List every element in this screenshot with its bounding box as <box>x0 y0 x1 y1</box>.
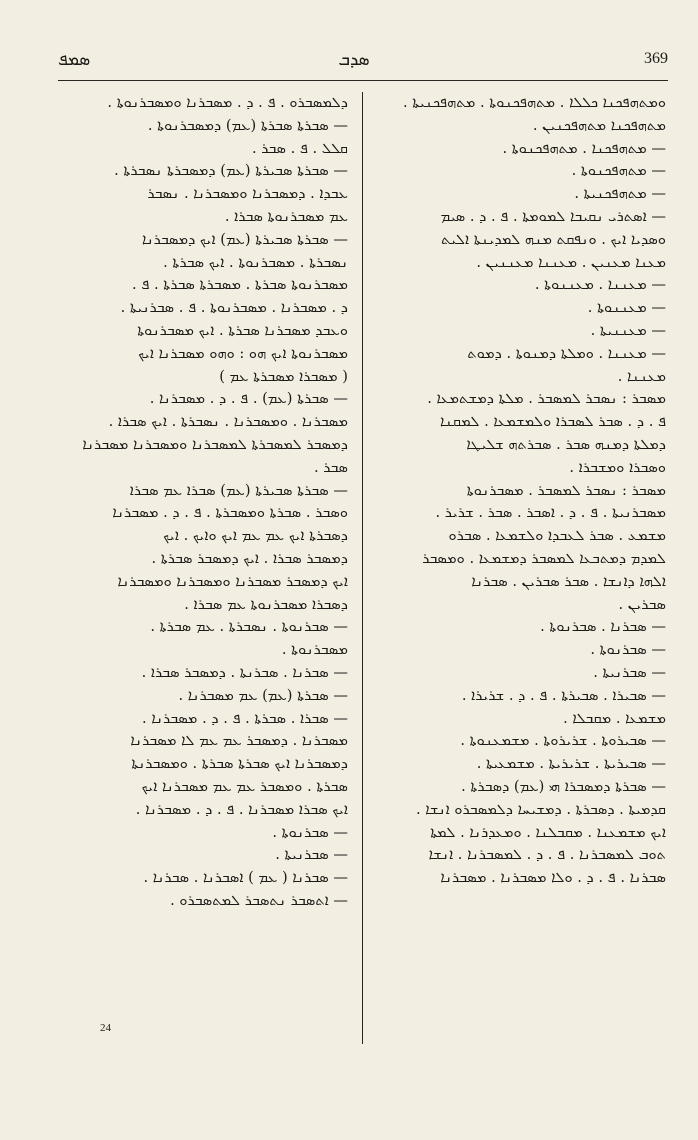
right-column-line: ܣܒܪܝܢ . <box>618 595 666 613</box>
left-column-line: ܕܡܣܒܪܢܐ ܐܝܟ ܣܒܪܬܐ ܣܒܪܬܐ . ܘܡܣܒܪܢܬܐ <box>131 755 348 773</box>
left-column-line: ܐܝܟ ܕܡܣܒܪ ܡܣܒܪܢܐ ܘܡܣܒܪܢܐ ܘܡܣܒܪܢܐ <box>117 572 348 590</box>
left-column-line: ܡܣܒܪܢܘܬܐ ܐܝܟ ܗܘ : ܘܗܘ ܡܣܒܪܢܐ ܐܝܟ <box>138 344 348 362</box>
left-column-line: ܣܒܪ . <box>314 458 348 476</box>
left-column-line: ܥܒܕܐ . ܕܡܣܒܪܢܐ ܘܡܣܒܪܢܐ . ܢܣܒܪ <box>147 185 348 203</box>
right-column-line: ܡܣܒܪ : ܢܣܒܪ ܠܡܣܒܪ . ܡܠܬܐ ܕܡܫܬܡܥܐ . <box>427 390 666 408</box>
right-column-line: ܡܫܡܥܐ . ܡܩܒܠܐ . <box>563 709 666 727</box>
right-column-line: — ܣܒܝܪܝܬܐ . ܫܪܝܪܝܬܐ . ܡܫܡܥܝܬܐ . <box>476 755 666 773</box>
right-column-line: ܘܣܒܪܐ ܘܡܫܒܪܐ . <box>569 458 666 476</box>
left-column-line: — ܣܒܪܬܐ (ܥܡ) . ܦ . ܕ . ܡܣܒܪܢܐ . <box>149 390 348 408</box>
right-column-line: — ܣܒܪܢܝܬܐ . <box>593 663 666 681</box>
running-head-left-word: ܣܡܦ <box>58 50 91 70</box>
left-column-line: ܐܝܟ ܣܒܪܐ ܡܣܒܪܢܐ . ܦ . ܕ . ܡܣܒܪܢܐ . <box>135 800 348 818</box>
left-column-line: — ܣܒܪܬܐ ܣܒܝܪܬܐ (ܥܡ) ܕܡܣܒܪܬܐ ܢܣܒܪܬܐ . <box>114 162 348 180</box>
column-divider <box>362 92 363 1044</box>
left-column-line: ܕ . ܡܣܒܪܢܐ . ܡܣܒܪܢܘܬܐ . ܦ . ܣܒܪܢܝܬܐ . <box>120 299 348 317</box>
page-number: 369 <box>644 50 668 67</box>
right-column-line: — ܣܒܝܪܘܬܐ . ܫܪܝܪܘܬܐ . ܡܫܡܥܢܘܬܐ . <box>460 732 666 750</box>
left-column-line: — ܐܬܣܒܪ ܢܬܣܒܪ ܠܡܬܣܒܪܘ . <box>170 891 348 909</box>
left-column-line: ܕܠܡܣܒܪܘ . ܦ . ܕ . ܡܣܒܪܢܐ ܘܡܣܒܪܢܘܬܐ . <box>107 94 348 111</box>
left-column-line: ܡܣܒܪܢܐ . ܕܡܣܒܪ ܥܡ ܥܡ ܠܐ ܡܣܒܪܢܐ <box>130 732 348 750</box>
left-column-line: — ܣܒܪܢܝܬܐ . <box>275 846 348 864</box>
left-column-line: — ܣܒܪܢܘܬܐ . ܢܣܒܪܬܐ . ܥܡ ܣܒܪܬܐ . <box>150 618 348 636</box>
right-column-line: — ܡܬܗܦܟܢܐ . ܡܬܗܦܟܢܘܬܐ . <box>502 139 666 157</box>
right-column <box>378 92 666 890</box>
left-column-line: ܡܣܒܪܢܘܬܐ ܣܒܪܬܐ . ܡܣܒܪܬܐ ܣܒܪܬܐ . ܦ . <box>132 276 348 294</box>
right-column-line: — ܡܬܗܦܟܢܘܬܐ . <box>571 162 666 180</box>
right-column-line: ܬܘܒ ܠܡܣܒܪܢܐ . ܦ . ܕ . ܠܡܣܒܪܢܐ . ܐܢܫܐ <box>428 846 666 864</box>
right-column-line: ܩܕܡܝܬܐ . ܕܣܒܪܬܐ . ܕܡܫܝܚܐ ܕܠܡܣܒܪܘ ܐܢܫܐ . <box>415 800 666 818</box>
left-column-line: — ܣܒܪܬܐ ܣܒܪܬܐ (ܥܡ) ܕܡܣܒܪܢܘܬܐ . <box>147 116 348 134</box>
signature-mark: 24 <box>100 1022 111 1034</box>
right-column-line: ܐܝܟ ܡܫܡܥܢܐ . ܡܩܒܠܢܐ . ܘܡܥܕܪܢܐ . ܠܡܬܐ <box>430 823 666 841</box>
right-column-line: — ܣܒܪܢܘܬܐ . <box>590 641 666 659</box>
left-column-line: — ܣܒܪܢܘܬܐ . <box>272 823 348 841</box>
left-column-line: ܡܣܒܪܢܐ . ܘܡܣܒܪܢܐ . ܢܣܒܪܬܐ . ܐܝܟ ܣܒܪܐ . <box>108 413 348 431</box>
right-column-line: — ܡܬܗܦܟܢܝܬܐ . <box>574 185 666 203</box>
right-column-line: ܕܡܠܬܐ ܕܡܢܗ ܣܒܪ . ܣܒܪܬܗ ܫܠܝܛܐ <box>466 435 666 453</box>
left-column-line: — ܣܒܪܢܐ ( ܥܡ ) ܐܣܒܪܢܐ . ܣܒܪܢܐ . <box>143 869 348 887</box>
left-column-line: — ܣܒܪܬܐ (ܥܡ) ܥܡ ܡܣܒܪܢܐ . <box>178 686 348 704</box>
left-column-line: — ܣܒܪܢܐ . ܣܒܪܢܬܐ . ܕܡܣܒܪ ܣܒܪܐ . <box>141 663 348 681</box>
left-column-line: — ܣܒܪܐ . ܣܒܪܬܐ . ܦ . ܕ . ܡܣܒܪܢܐ . <box>142 709 348 727</box>
left-column-line: ܕܡܣܒܪ ܣܒܪܐ . ܐܝܟ ܕܡܣܒܪ ܣܒܪܬܐ . <box>151 549 348 567</box>
right-column-line: — ܡܥܢܢܐ . ܡܥܢܢܘܬܐ . <box>534 276 666 294</box>
left-column-line: ܕܡܣܒܪ ܠܡܣܒܪܬܐ ܠܡܣܒܪܢܐ ܘܡܣܒܪܢܐ ܡܣܒܪܢܐ <box>82 435 348 453</box>
right-column-line: — ܡܥܢܢܐ . ܘܡܠܬܐ ܕܡܢܘܬܐ . ܕܡܘܬ <box>467 344 666 362</box>
right-column-line: ܦ . ܕ . ܣܒܪ ܠܣܒܪܐ ܘܠܡܫܡܥܐ . ܠܡܩܢܐ <box>439 413 666 431</box>
right-column-line: ܡܥܢܢܐ . <box>617 367 666 385</box>
right-column-line: ܠܡܕܡ ܕܡܬܒܥܐ ܠܡܣܒܪ ܕܡܫܡܥܐ . ܘܡܣܒܪ <box>422 549 666 567</box>
right-column-line: — ܣܒܝܪܐ . ܣܒܝܪܬܐ . ܦ . ܕ . ܫܪܝܪܐ . <box>461 686 666 704</box>
left-column <box>60 92 348 913</box>
right-column-line: — ܣܒܪܬܐ ܕܡܣܒܪܐ ܗܝ (ܥܡ) ܕܣܒܪܬܐ . <box>461 777 666 795</box>
header-rule <box>58 80 668 81</box>
left-column-line: ܩܠܠ . ܦ . ܣܒܪ . <box>251 139 348 157</box>
right-column-line: ܡܣܒܪ : ܢܣܒܪ ܠܡܣܒܪ . ܡܣܒܪܢܘܬܐ <box>466 481 666 499</box>
left-column-line: — ܣܒܪܬܐ ܣܒܝܪܬܐ (ܥܡ) ܣܒܪܐ ܥܡ ܣܒܪܐ <box>129 481 348 499</box>
right-column-line: ܘܣܕܝܐ ܐܝܟ . ܘܢܦܩܬ ܡܢܗ ܠܡܕܝܢܬܐ ܐܠܝܬ <box>441 230 666 248</box>
right-column-line: ܡܫܡܥ . ܣܒܪ ܠܥܒܕܐ ܘܠܫܡܥܐ . ܣܒܪܘ <box>448 527 666 545</box>
left-column-line: ܕܣܒܪܬܐ ܐܝܟ ܥܡ ܥܡ ܐܝܟ ܘܐܝܟ . ܐܝܟ <box>163 527 348 545</box>
running-head <box>40 40 668 76</box>
left-column-line: ܥܡ ܡܣܒܪܢܘܬܐ ܣܒܪܐ . <box>224 207 348 225</box>
right-column-line: — ܡܥܢܢܘܬܐ . <box>587 299 666 317</box>
left-column-line: ܘܥܒܕ ܡܣܒܪܢܐ ܣܒܪܬܐ . ܐܝܟ ܡܣܒܪܢܘܬܐ <box>137 321 348 339</box>
right-column-line: ܣܒܪܢܐ . ܦ . ܕ . ܘܠܐ ܡܣܒܪܢܐ . ܡܣܒܪܢܐ <box>440 869 666 887</box>
left-column-line: ( ܡܣܒܪܐ ܡܣܒܪܬܐ ܥܡ ) <box>219 367 348 385</box>
right-column-line: ܘܡܬܗܦܟܢܐ ܟܠܠܐ . ܡܬܗܦܟܢܘܬܐ . ܡܬܗܦܟܢܝܬܐ . <box>402 94 666 111</box>
left-column-line: ܢܣܒܪܬܐ . ܡܣܒܪܢܘܬܐ . ܐܝܟ ܣܒܪܬܐ . <box>163 253 348 271</box>
left-column-line: ܡܣܒܪܢܘܬܐ . <box>281 641 348 659</box>
right-column-line: ܡܥܢܐ ܡܥܢܝܢ . ܡܥܢܢܐ ܡܥܢܢܝܢ . <box>476 253 666 271</box>
left-column-line: — ܣܒܪܬܐ ܣܒܝܪܬܐ (ܥܡ) ܐܝܟ ܕܡܣܒܪܢܐ <box>141 230 348 248</box>
right-column-line: — ܡܥܢܢܝܬܐ . <box>590 321 666 339</box>
right-column-line: ܐܠܗܐ ܕܐܢܫܐ . ܣܒܪ ܣܒܪܝܢ . ܣܒܪܢܐ <box>471 572 666 590</box>
right-column-line: ܡܬܗܦܟܢܐ ܡܬܗܦܟܢܝܢ . <box>532 116 666 134</box>
right-column-line: — ܐܣܬܪܝ ܢܩܝܒܐ ܠܡܘܡܬܐ . ܦ . ܕ . ܣܝܡ <box>440 207 666 225</box>
right-column-line: ܡܣܒܪܢܝܬܐ . ܦ . ܕ . ܐܣܒܪ . ܣܒܪ . ܫܪܝܪ . <box>435 504 666 522</box>
running-head-center-word: ܣܕܒ <box>338 50 370 70</box>
right-column-line: — ܣܒܪܢܐ . ܣܒܪܢܘܬܐ . <box>540 618 666 636</box>
left-column-line: ܕܣܒܪܐ ܡܣܒܪܢܘܬܐ ܥܡ ܣܒܪܐ . <box>184 595 348 613</box>
left-column-line: ܣܒܪܬܐ . ܘܡܣܒܪ ܥܡ ܥܡ ܡܣܒܪܢܐ ܐܝܟ <box>141 777 348 795</box>
left-column-line: ܘܣܒܪ . ܣܒܪܬܐ ܘܡܣܒܪܬܐ . ܦ . ܕ . ܡܣܒܪܢܐ <box>112 504 348 522</box>
